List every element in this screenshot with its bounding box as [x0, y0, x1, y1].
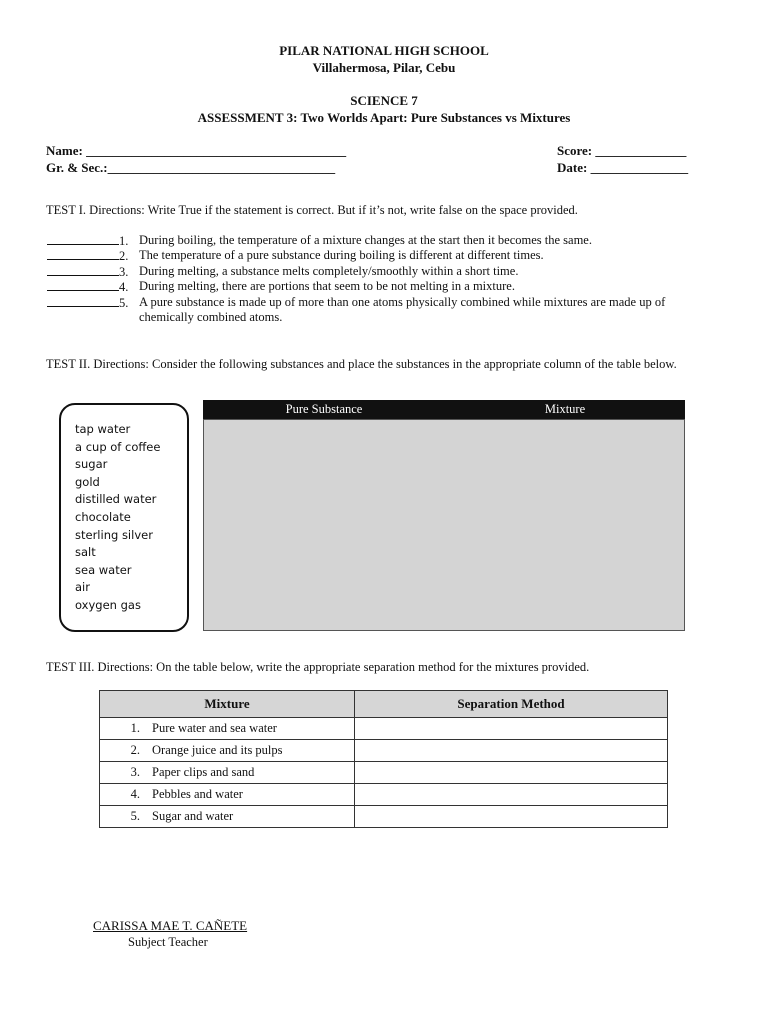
answer-blank[interactable] [47, 264, 119, 276]
mixture-text: Orange juice and its pulps [152, 743, 283, 757]
substance-item: sterling silver [75, 527, 153, 542]
mixture-cell [100, 718, 355, 740]
score-field[interactable]: Score: ______________ [557, 143, 687, 158]
item-number: 1. [119, 234, 129, 248]
substance-item: sea water [75, 562, 132, 577]
substance-list [75, 421, 160, 615]
item-text: During melting, there are portions that seem to be not melting in a mixture. [139, 279, 515, 293]
substance-item: gold [75, 474, 100, 489]
true-false-item [47, 295, 727, 324]
header-separation-method: Separation Method [355, 691, 668, 718]
teacher-name: CARISSA MAE T. CAÑETE [93, 918, 248, 933]
mixture-cell [100, 806, 355, 828]
item-text: A pure substance is made up of more than one atoms physically combined while mixtures are made up of chemically combined atoms. [139, 295, 666, 324]
row-number: 1. [130, 721, 140, 735]
item-number: 3. [119, 265, 129, 279]
column-header-mixture: Mixture [445, 400, 685, 419]
mixture-cell [100, 740, 355, 762]
mixture-text: Pebbles and water [152, 787, 243, 801]
table-row [100, 784, 668, 806]
school-address: Villahermosa, Pilar, Cebu [312, 60, 456, 75]
table-row [100, 806, 668, 828]
separation-method-cell[interactable] [355, 784, 668, 806]
substance-item: a cup of coffee [75, 439, 161, 454]
subject-title: SCIENCE 7 [350, 93, 418, 108]
separation-method-cell[interactable] [355, 718, 668, 740]
true-false-item [47, 264, 727, 280]
teacher-title: Subject Teacher [128, 935, 208, 949]
row-number: 5. [130, 809, 140, 823]
separation-table [99, 690, 668, 828]
substance-item: air [75, 580, 90, 595]
test2-directions: TEST II. Directions: Consider the following substances and place the substances in the appropriate column of the table below. [46, 357, 677, 371]
answer-blank[interactable] [47, 279, 119, 291]
answer-blank[interactable] [47, 233, 119, 245]
answer-blank[interactable] [47, 248, 119, 260]
substance-item: tap water [75, 422, 131, 436]
true-false-item [47, 279, 727, 295]
separation-method-cell[interactable] [355, 740, 668, 762]
row-number: 3. [130, 765, 140, 779]
item-number: 5. [119, 296, 129, 310]
substance-item: distilled water [75, 492, 157, 507]
row-number: 2. [130, 743, 140, 757]
test3-directions: TEST III. Directions: On the table below, write the appropriate separation method for the mixtures provided. [46, 660, 590, 674]
mixture-cell [100, 762, 355, 784]
answer-blank[interactable] [47, 295, 119, 307]
mixture-column[interactable] [445, 419, 685, 631]
true-false-item [47, 248, 727, 264]
item-text: During boiling, the temperature of a mixture changes at the start then it becomes the same. [139, 233, 592, 247]
mixture-text: Sugar and water [152, 809, 234, 823]
mixture-cell [100, 784, 355, 806]
substance-box [59, 403, 189, 632]
row-number: 4. [130, 787, 140, 801]
test1-directions: TEST I. Directions: Write True if the statement is correct. But if it’s not, write false on the space provided. [46, 203, 578, 217]
substance-item: sugar [75, 457, 108, 472]
school-name: PILAR NATIONAL HIGH SCHOOL [279, 43, 489, 58]
date-field[interactable]: Date: _______________ [557, 160, 689, 175]
item-text: The temperature of a pure substance during boiling is different at different times. [139, 248, 544, 262]
pure-substance-column[interactable] [203, 419, 446, 631]
name-field[interactable]: Name: ________________________________________ [46, 143, 347, 158]
item-number: 4. [119, 280, 129, 294]
separation-method-cell[interactable] [355, 806, 668, 828]
substance-item: chocolate [75, 509, 131, 524]
item-number: 2. [119, 249, 129, 263]
separation-method-cell[interactable] [355, 762, 668, 784]
substance-item: salt [75, 545, 96, 560]
mixture-text: Paper clips and sand [152, 765, 255, 779]
table-row [100, 762, 668, 784]
table-row [100, 718, 668, 740]
true-false-item [47, 233, 727, 249]
column-header-pure-substance: Pure Substance [203, 400, 445, 419]
table-row [100, 740, 668, 762]
item-text: During melting, a substance melts completely/smoothly within a short time. [139, 264, 519, 278]
assessment-title: ASSESSMENT 3: Two Worlds Apart: Pure Substances vs Mixtures [197, 110, 571, 125]
header-mixture: Mixture [100, 691, 355, 718]
mixture-text: Pure water and sea water [152, 721, 277, 735]
substance-item: oxygen gas [75, 597, 141, 612]
section-field[interactable]: Gr. & Sec.:___________________________________ [46, 160, 336, 175]
